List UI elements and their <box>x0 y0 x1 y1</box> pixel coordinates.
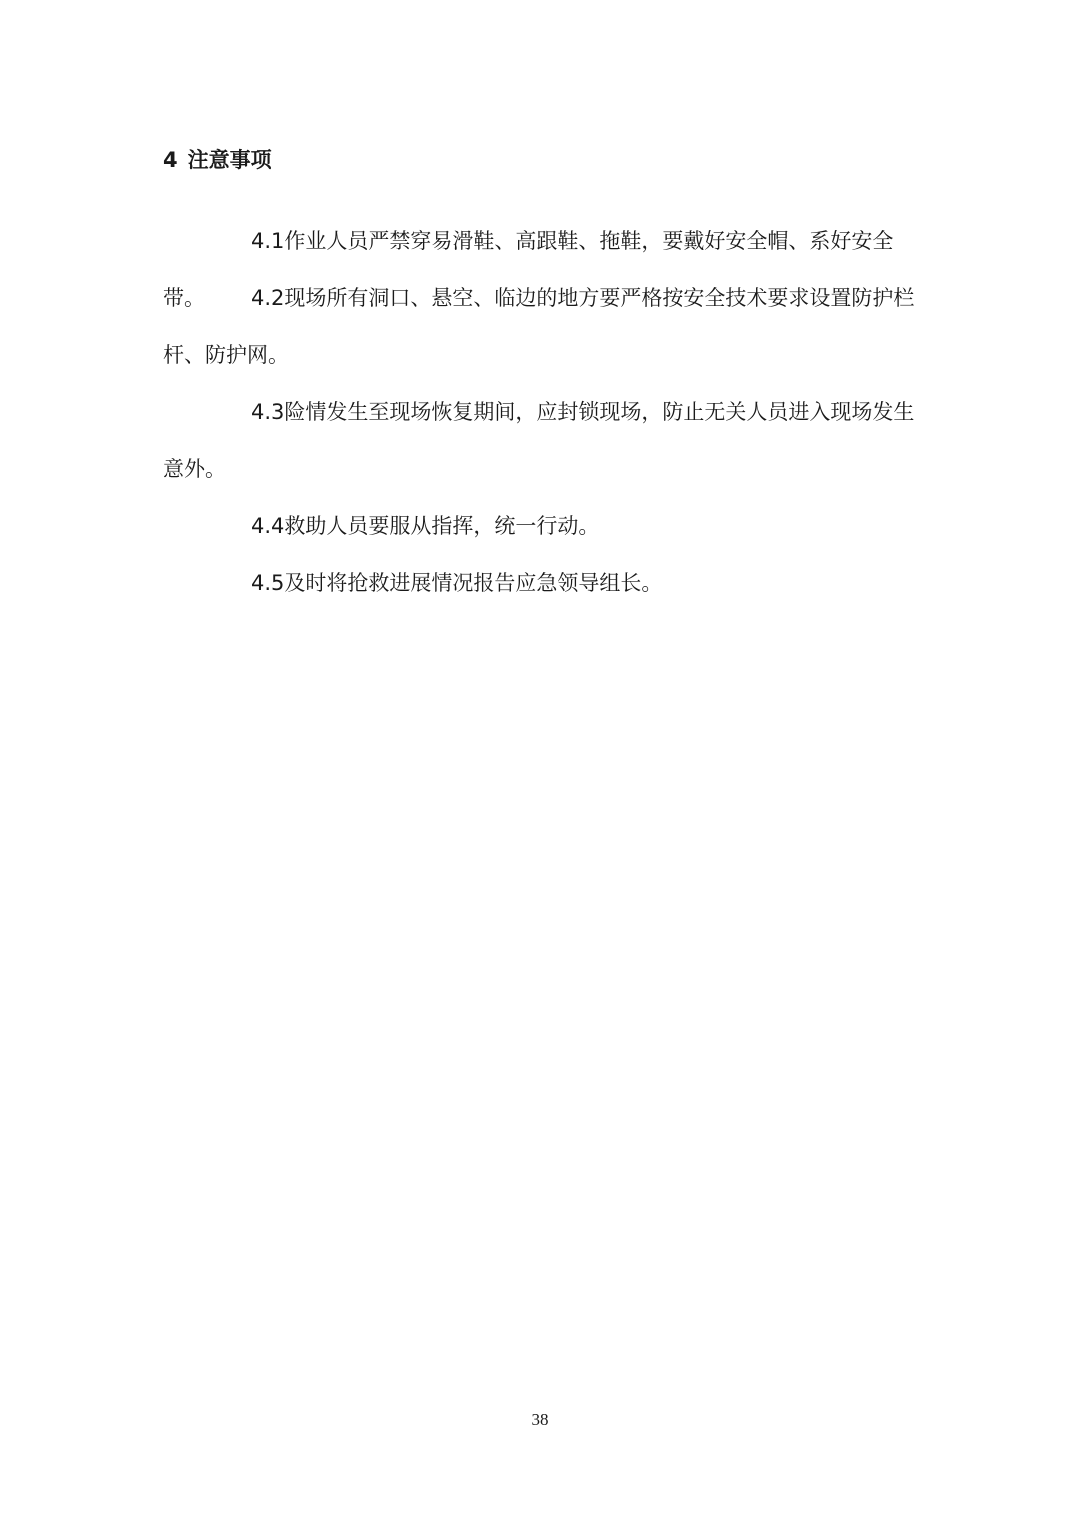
item-text: 作业人员严禁穿易滑鞋、高跟鞋、拖鞋，要戴好安全帽、系好安全带。 <box>163 229 894 310</box>
item-number: 4.5 <box>251 571 285 595</box>
list-item <box>163 555 923 612</box>
section-heading <box>163 144 272 176</box>
item-number: 4.4 <box>251 514 285 538</box>
item-text: 救助人员要服从指挥，统一行动。 <box>284 514 600 538</box>
page-number: 38 <box>531 1410 549 1429</box>
item-text: 现场所有洞口、悬空、临边的地方要严格按安全技术要求设置防护栏杆、防护网。 <box>163 286 915 367</box>
item-number: 4.1 <box>251 229 285 253</box>
list-item <box>163 498 923 555</box>
list-item <box>163 384 923 498</box>
item-number: 4.3 <box>251 400 285 424</box>
list-item <box>163 270 923 384</box>
item-text: 险情发生至现场恢复期间，应封锁现场，防止无关人员进入现场发生意外。 <box>163 400 915 481</box>
item-number: 4.2 <box>251 286 285 310</box>
section-title: 注意事项 <box>187 148 272 172</box>
section-number: 4 <box>163 148 178 172</box>
item-text: 及时将抢救进展情况报告应急领导组长。 <box>284 571 663 595</box>
